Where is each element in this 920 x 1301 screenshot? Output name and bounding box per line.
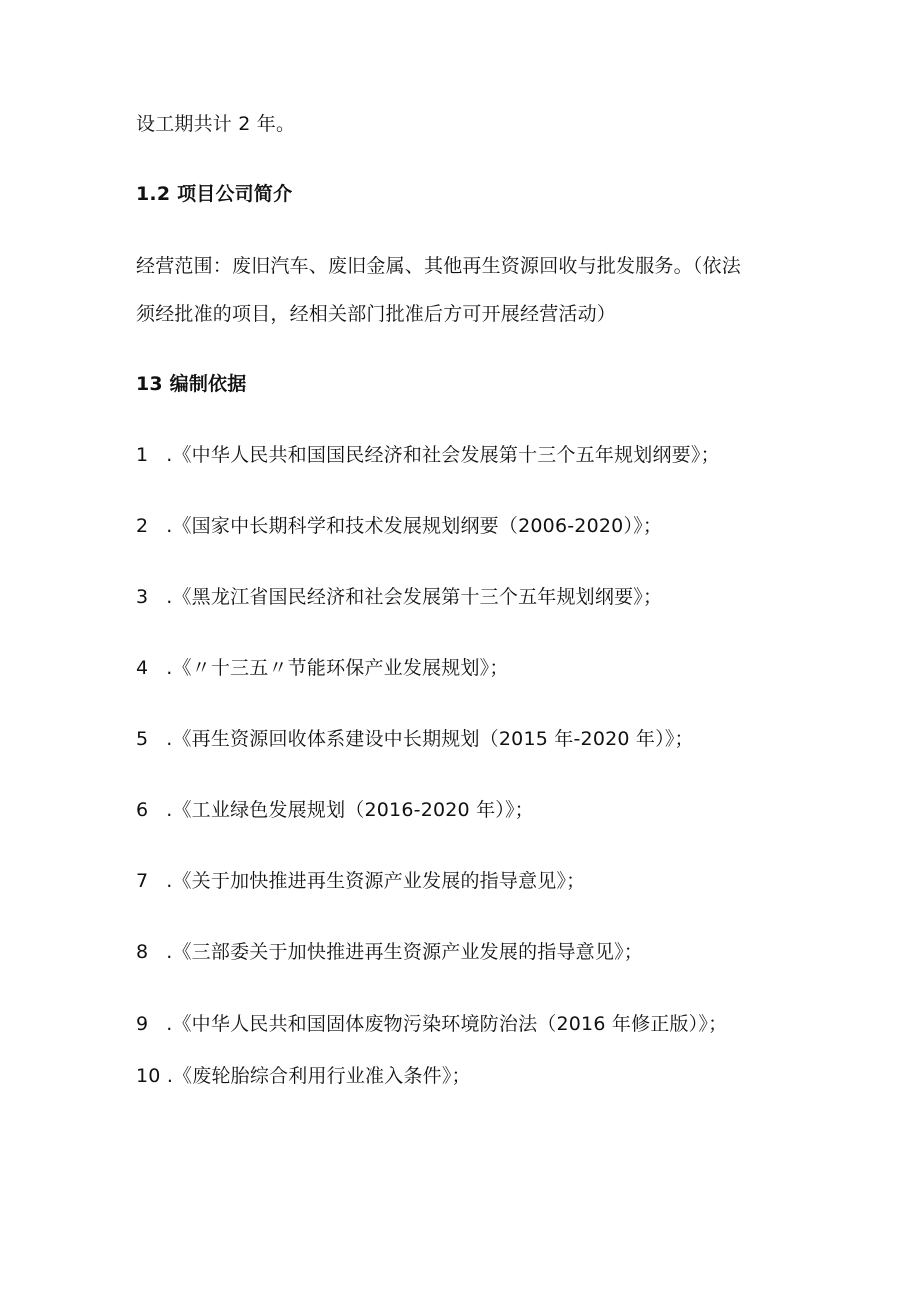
list-item-text: .《〃十三五〃节能环保产业发展规划》；	[160, 657, 509, 679]
basis-list-item	[136, 1012, 727, 1036]
basis-list-item	[136, 443, 720, 467]
list-item-number: 7	[136, 870, 149, 892]
list-item-text: .《工业绿色发展规划（2016-2020 年）》；	[160, 799, 534, 821]
list-item-number: 6	[136, 799, 149, 821]
list-item-number: 4	[136, 657, 149, 679]
basis-list-item	[136, 656, 509, 680]
business-scope-line-2: 须经批准的项目，经相关部门批准后方可开展经营活动）	[136, 303, 617, 325]
basis-list-item	[136, 869, 585, 893]
section-heading-1-3: 13 编制依据	[136, 373, 247, 395]
list-item-text: .《国家中长期科学和技术发展规划纲要（2006-2020）》；	[160, 515, 663, 537]
list-item-number: 3	[136, 586, 149, 608]
list-item-text: .《关于加快推进再生资源产业发展的指导意见》；	[160, 870, 586, 892]
list-item-text: .《再生资源回收体系建设中长期规划（2015 年-2020 年）》；	[160, 728, 694, 750]
basis-list-item	[136, 585, 662, 609]
list-item-number: 9	[136, 1013, 149, 1035]
list-item-text: .《中华人民共和国国民经济和社会发展第十三个五年规划纲要》；	[160, 444, 720, 466]
list-item-text: .《黑龙江省国民经济和社会发展第十三个五年规划纲要》；	[160, 586, 663, 608]
section-heading-1-2: 1.2 项目公司简介	[136, 183, 293, 205]
basis-list-item	[136, 1064, 471, 1088]
list-item-text: .《中华人民共和国固体废物污染环境防治法（2016 年修正版）》；	[160, 1013, 728, 1035]
basis-list-item	[136, 514, 662, 538]
list-item-number: 1	[136, 444, 149, 466]
basis-list-item	[136, 798, 534, 822]
basis-list-item	[136, 940, 643, 964]
list-item-number: 8	[136, 941, 149, 963]
list-item-text: .《废轮胎综合利用行业准入条件》；	[160, 1065, 471, 1087]
list-item-number: 10	[136, 1065, 161, 1087]
list-item-text: .《三部委关于加快推进再生资源产业发展的指导意见》；	[160, 941, 643, 963]
list-item-number: 5	[136, 728, 149, 750]
business-scope-line-1: 经营范围：废旧汽车、废旧金属、其他再生资源回收与批发服务。（依法	[136, 255, 741, 277]
list-item-number: 2	[136, 515, 149, 537]
intro-line: 设工期共计 2 年。	[136, 113, 296, 135]
basis-list-item	[136, 727, 694, 751]
